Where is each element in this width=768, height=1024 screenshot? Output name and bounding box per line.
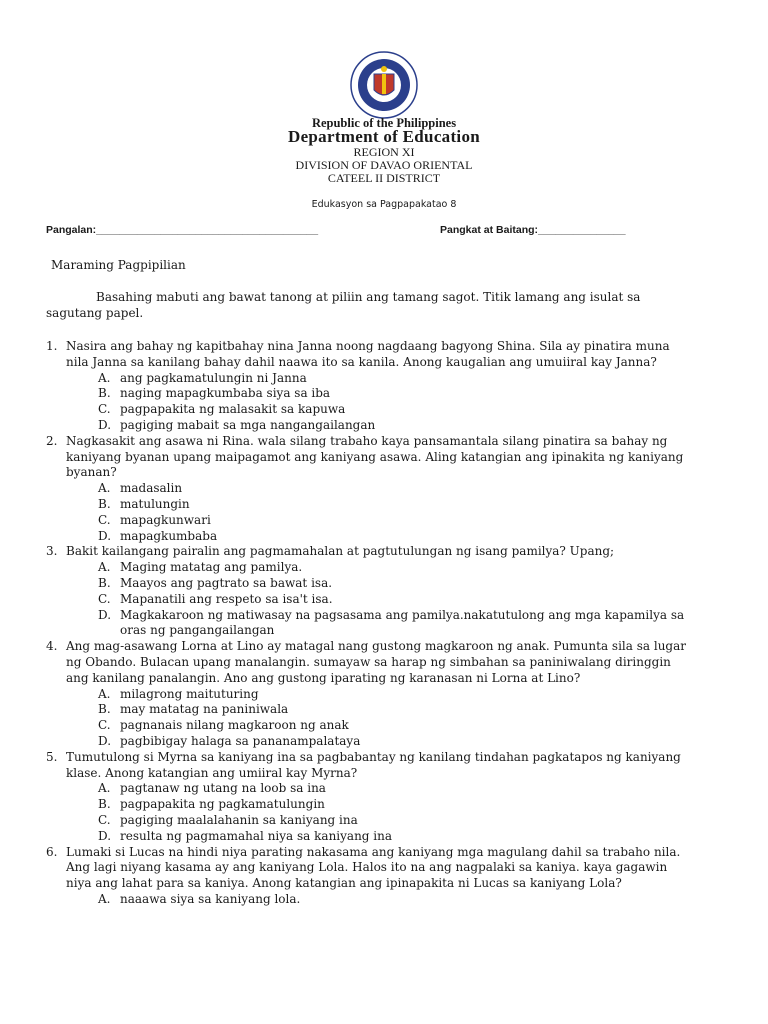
option-text: Mapanatili ang respeto sa isa't isa. [120, 591, 333, 606]
option-letter: D. [98, 528, 112, 543]
option-letter: C. [98, 512, 111, 527]
instructions: Basahing mabuti ang bawat tanong at piliin ang tamang sagot. Titik lamang ang isulat sa sagutang papel. [46, 290, 641, 320]
option-list [66, 781, 686, 844]
option-list [66, 687, 686, 750]
option-text: mapagkunwari [120, 512, 211, 527]
answer-option[interactable] [98, 829, 686, 845]
question-number: 5. [46, 749, 58, 764]
name-field[interactable]: Pangalan:______________________________________ [46, 224, 319, 236]
option-letter: A. [98, 481, 111, 496]
republic-line: Republic of the Philippines [311, 116, 457, 130]
question-text: Lumaki si Lucas na hindi niya parating nakasama ang kaniyang mga magulang dahil sa trabaho nila. Ang lagi niyang kasama ay ang kaniyang Lola. Halos ito na ang nagpalaki sa kaniya. kaya gagawin niya ang lahat para sa kaniya. Anong katangian ang ipinapakita ni Lucas sa kaniyang Lola? [66, 844, 681, 891]
option-letter: D. [98, 828, 112, 843]
question-text: Nagkasakit ang asawa ni Rina. wala silang trabaho kaya pansamantala silang pinatira sa bahay ng kaniyang byanan upang maipagamot ang kaniyang asawa. Aling katangian ang ipinakita ng kaniyang byanan? [66, 433, 684, 480]
deped-seal-logo [336, 50, 432, 120]
option-letter: B. [98, 386, 111, 401]
question-number: 2. [46, 433, 58, 448]
option-letter: A. [98, 891, 111, 906]
option-letter: B. [98, 702, 111, 717]
option-text: Maayos ang pagtrato sa bawat isa. [120, 575, 333, 590]
answer-option[interactable] [98, 402, 686, 418]
option-text: naaawa siya sa kaniyang lola. [120, 891, 301, 906]
question-number: 6. [46, 844, 58, 859]
option-letter: A. [98, 370, 111, 385]
section-title: Maraming Pagpipilian [51, 258, 186, 272]
option-letter: C. [98, 402, 111, 417]
question-text: Nasira ang bahay ng kapitbahay nina Janna noong nagdaang bagyong Shina. Sila ay pinatira muna nila Janna sa kanilang bahay dahil naawa ito sa kanila. Anong kaugalian ang umuiiral kay Janna? [66, 339, 670, 369]
option-letter: D. [98, 733, 112, 748]
option-letter: C. [98, 591, 111, 606]
option-letter: C. [98, 718, 111, 733]
option-text: milagrong maituturing [120, 686, 259, 701]
answer-option[interactable] [98, 529, 686, 545]
option-letter: C. [98, 812, 111, 827]
answer-option[interactable] [98, 687, 686, 703]
option-text: Magkakaroon ng matiwasay na pagsasama ang pamilya.nakatutulong ang mga kapamilya sa oras ng pangangailangan [120, 607, 685, 638]
option-letter: B. [98, 797, 111, 812]
division-line: DIVISION OF DAVAO ORIENTAL [295, 158, 473, 172]
option-text: pagpapakita ng malasakit sa kapuwa [120, 402, 346, 417]
district-line: CATEEL II DISTRICT [327, 171, 441, 185]
answer-option[interactable] [98, 608, 686, 640]
question-list [46, 339, 686, 908]
option-list [66, 481, 686, 544]
answer-option[interactable] [98, 576, 686, 592]
answer-option[interactable] [98, 386, 686, 402]
question-item [46, 639, 686, 750]
subject-title: Edukasyon sa Pagpapakatao 8 [311, 199, 457, 210]
answer-option[interactable] [98, 702, 686, 718]
answer-option[interactable] [98, 371, 686, 387]
option-list [66, 371, 686, 434]
question-number: 1. [46, 339, 58, 353]
answer-option[interactable] [98, 481, 686, 497]
option-letter: D. [98, 607, 112, 622]
answer-option[interactable] [98, 418, 686, 434]
option-text: resulta ng pagmamahal niya sa kaniyang ina [120, 828, 393, 843]
answer-option[interactable] [98, 592, 686, 608]
question-number: 4. [46, 639, 58, 654]
option-letter: A. [98, 781, 111, 796]
grade-section-field[interactable]: Pangkat at Baitang:_______________ [440, 224, 626, 236]
answer-option[interactable] [98, 718, 686, 734]
option-text: madasalin [120, 481, 183, 496]
option-list [66, 560, 686, 639]
answer-option[interactable] [98, 513, 686, 529]
option-text: may matatag na paniniwala [120, 702, 289, 717]
option-text: ang pagkamatulungin ni Janna [120, 370, 307, 385]
option-text: pagpapakita ng pagkamatulungin [120, 797, 325, 812]
question-item [46, 434, 686, 545]
question-item [46, 845, 686, 908]
answer-option[interactable] [98, 734, 686, 750]
option-text: pagtanaw ng utang na loob sa ina [120, 781, 326, 796]
answer-option[interactable] [98, 560, 686, 576]
option-letter: A. [98, 560, 111, 575]
option-list [66, 892, 686, 908]
question-item [46, 750, 686, 845]
option-text: pagbibigay halaga sa pananampalataya [120, 733, 361, 748]
option-text: pagiging mabait sa mga nangangailangan [120, 417, 376, 432]
option-text: matulungin [120, 496, 190, 511]
option-letter: B. [98, 496, 111, 511]
answer-option[interactable] [98, 892, 686, 908]
question-number: 3. [46, 544, 58, 559]
question-item [46, 339, 686, 434]
option-text: naging mapagkumbaba siya sa iba [120, 386, 331, 401]
option-text: pagiging maalalahanin sa kaniyang ina [120, 812, 358, 827]
answer-option[interactable] [98, 797, 686, 813]
option-letter: D. [98, 417, 112, 432]
question-text: Tumutulong si Myrna sa kaniyang ina sa pagbabantay ng kanilang tindahan pagkatapos ng kaniyang klase. Anong katangian ang umiiral kay Myrna? [66, 749, 681, 780]
option-text: pagnanais nilang magkaroon ng anak [120, 718, 349, 733]
region-line: REGION XI [353, 145, 415, 159]
department-title: Department of Education [288, 127, 480, 146]
answer-option[interactable] [98, 813, 686, 829]
question-text: Ang mag-asawang Lorna at Lino ay matagal nang gustong magkaroon ng anak. Pumunta sila sa lugar ng Obando. Bulacan upang manalangin. sumayaw sa harap ng simbahan sa paniniwalang diringgin ang kanilang panalangin. Ano ang gustong iparating ng karanasan ni Lorna at Lino? [66, 639, 686, 685]
answer-option[interactable] [98, 497, 686, 513]
option-text: mapagkumbaba [120, 528, 218, 543]
option-letter: B. [98, 575, 111, 590]
question-item [46, 544, 686, 639]
option-letter: A. [98, 686, 111, 701]
question-text: Bakit kailangang pairalin ang pagmamahalan at pagtutulungan ng isang pamilya? Upang; [66, 544, 615, 559]
option-text: Maging matatag ang pamilya. [120, 560, 303, 575]
answer-option[interactable] [98, 781, 686, 797]
